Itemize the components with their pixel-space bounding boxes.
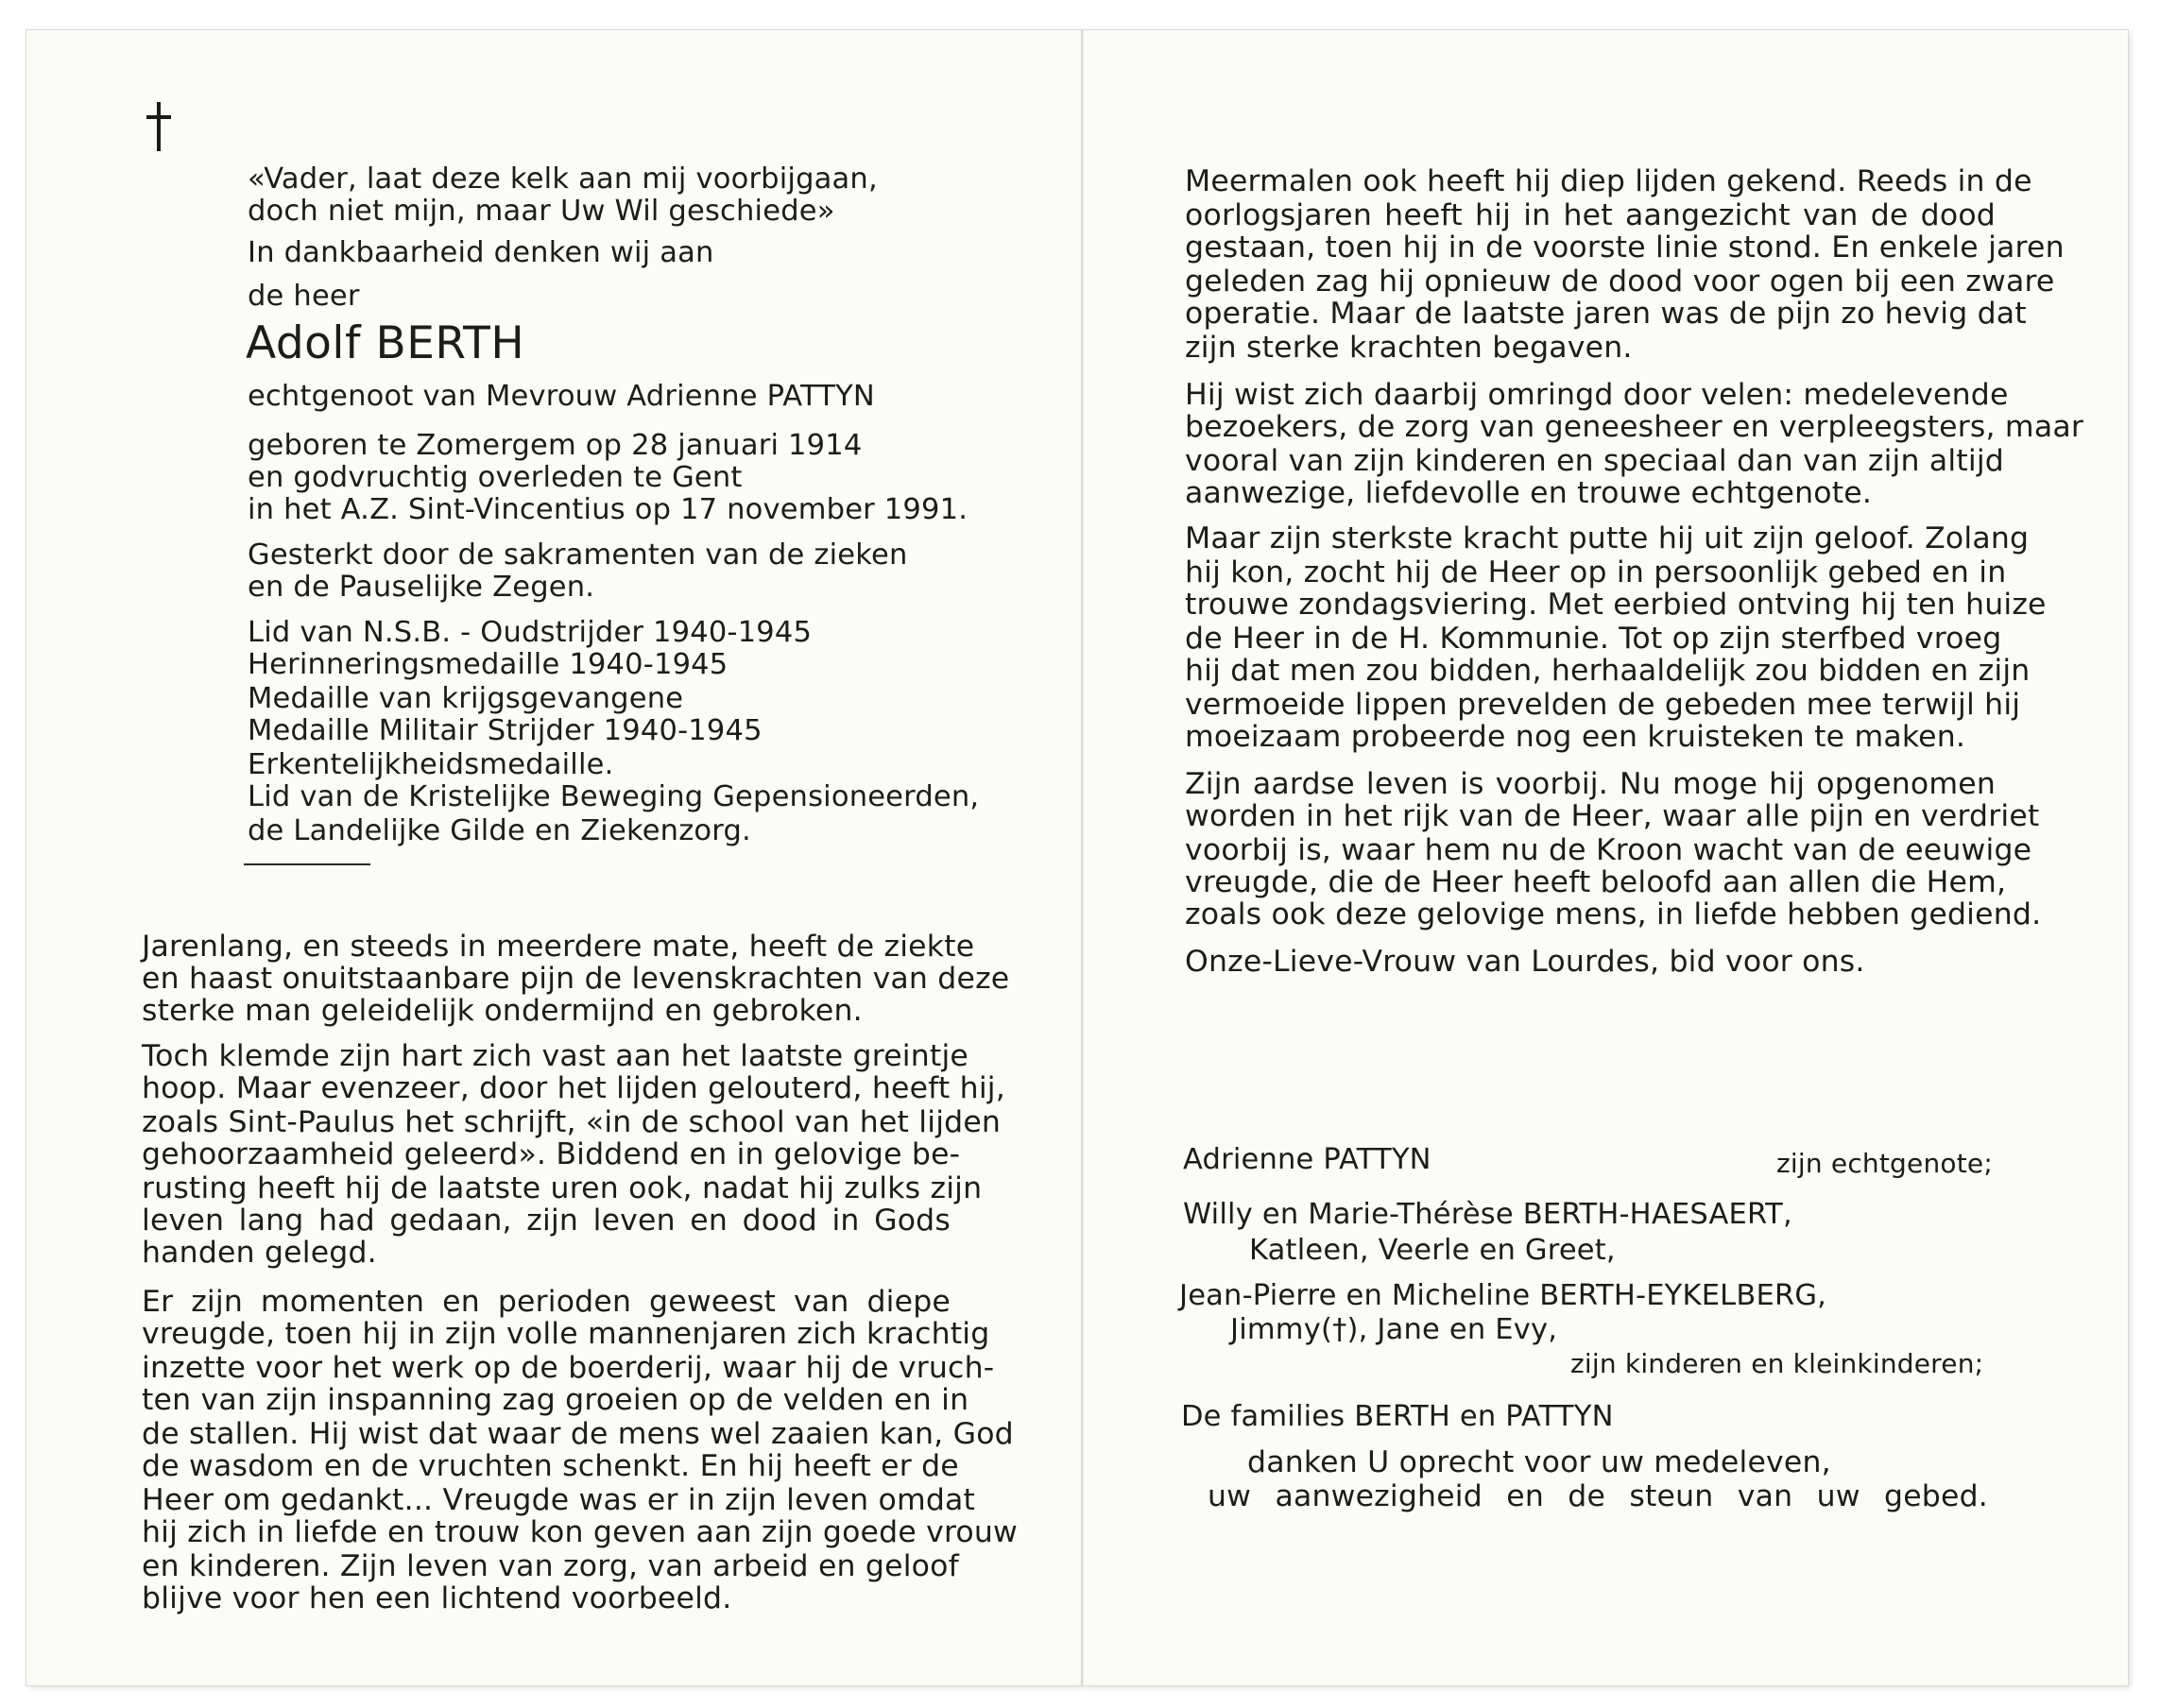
birth-line: geboren te Zomergem op 28 januari 1914 bbox=[248, 429, 863, 462]
body-line: de stallen. Hij wist dat waar de mens wel zaaien kan, God bbox=[142, 1417, 1014, 1451]
body-line: operatie. Maar de laatste jaren was de pijn zo hevig dat bbox=[1185, 297, 2027, 331]
body-line: Er zijn momenten en perioden geweest van diepe bbox=[142, 1285, 951, 1319]
body-line: aanwezige, liefdevolle en trouwe echtgenote. bbox=[1185, 476, 1873, 510]
thanks-line: danken U oprecht voor uw medeleven, bbox=[1247, 1445, 1831, 1479]
grandchildren: Katleen, Veerle en Greet, bbox=[1249, 1234, 1616, 1267]
body-line: Zijn aardse leven is voorbij. Nu moge hij opgenomen bbox=[1185, 767, 1996, 801]
body-line: de wasdom en de vruchten schenkt. En hij heeft er de bbox=[142, 1449, 959, 1483]
sacraments-line: Gesterkt door de sakramenten van de zieken bbox=[248, 538, 908, 572]
body-line: en haast onuitstaanbare pijn de levenskrachten van deze bbox=[142, 962, 1010, 996]
intro-line: de heer bbox=[248, 280, 360, 313]
divider bbox=[244, 863, 370, 865]
body-line: zoals ook deze gelovige mens, in liefde hebben gediend. bbox=[1185, 897, 2042, 931]
honor-line: Medaille Militair Strijder 1940-1945 bbox=[248, 714, 763, 747]
grandchildren: Jimmy(†), Jane en Evy, bbox=[1230, 1313, 1558, 1346]
body-line: handen gelegd. bbox=[142, 1236, 377, 1270]
body-line: Meermalen ook heeft hij diep lijden gekend. Reeds in de bbox=[1185, 164, 2032, 198]
body-line: vreugde, die de Heer heeft beloofd aan allen die Hem, bbox=[1185, 865, 2007, 899]
quote-line: doch niet mijn, maar Uw Wil geschiede» bbox=[248, 195, 835, 228]
body-line: Jarenlang, en steeds in meerdere mate, heeft de ziekte bbox=[142, 930, 975, 964]
body-line: vermoeide lippen prevelden de gebeden mee terwijl hij bbox=[1185, 688, 2021, 722]
quote-line: «Vader, laat deze kelk aan mij voorbijgaan, bbox=[248, 162, 878, 196]
body-line: Maar zijn sterkste kracht putte hij uit zijn geloof. Zolang bbox=[1185, 521, 2030, 555]
body-line: zoals Sint-Paulus het schrijft, «in de school van het lijden bbox=[142, 1105, 1002, 1139]
body-line: blijve voor hen een lichtend voorbeeld. bbox=[142, 1581, 732, 1615]
birth-line: in het A.Z. Sint-Vincentius op 17 november 1991. bbox=[248, 493, 969, 526]
child-family: Jean-Pierre en Micheline BERTH-EYKELBERG, bbox=[1179, 1279, 1827, 1312]
thanks-line: uw aanwezigheid en de steun van uw gebed. bbox=[1208, 1479, 1988, 1513]
body-line: moeizaam probeerde nog een kruisteken te maken. bbox=[1185, 720, 1966, 754]
body-line: ten van zijn inspanning zag groeien op de velden en in bbox=[142, 1383, 969, 1417]
birth-line: en godvruchtig overleden te Gent bbox=[248, 461, 743, 494]
body-line: hij zich in liefde en trouw kon geven aan zijn goede vrouw bbox=[142, 1515, 1019, 1549]
body-line: Hij wist zich daarbij omringd door velen: medelevende bbox=[1185, 378, 2009, 412]
child-family: Willy en Marie-Thérèse BERTH-HAESAERT, bbox=[1183, 1198, 1792, 1231]
body-line: rusting heeft hij de laatste uren ook, nadat hij zulks zijn bbox=[142, 1171, 983, 1205]
honor-line: de Landelijke Gilde en Ziekenzorg. bbox=[248, 814, 751, 847]
spouse-line: echtgenoot van Mevrouw Adrienne PATTYN bbox=[248, 380, 875, 413]
body-line: en kinderen. Zijn leven van zorg, van arbeid en geloof bbox=[142, 1549, 959, 1583]
body-line: hij kon, zocht hij de Heer op in persoonlijk gebed en in bbox=[1185, 555, 2007, 589]
body-line: de Heer in de H. Kommunie. Tot op zijn sterfbed vroeg bbox=[1185, 622, 2002, 656]
body-line: bezoekers, de zorg van geneesheer en verpleegsters, maar bbox=[1185, 410, 2083, 444]
deceased-name: Adolf BERTH bbox=[246, 317, 525, 369]
honor-line: Herinneringsmedaille 1940-1945 bbox=[248, 648, 729, 681]
intro-line: In dankbaarheid denken wij aan bbox=[248, 236, 714, 269]
body-line: geleden zag hij opnieuw de dood voor ogen bij een zware bbox=[1185, 265, 2055, 299]
body-line: trouwe zondagsviering. Met eerbied ontving hij ten huize bbox=[1185, 588, 2047, 622]
body-line: leven lang had gedaan, zijn leven en dood in Gods bbox=[142, 1204, 951, 1238]
honor-line: Lid van de Kristelijke Beweging Gepensioneerden, bbox=[248, 780, 980, 813]
body-line: zijn sterke krachten begaven. bbox=[1185, 331, 1633, 365]
body-line: gestaan, toen hij in de voorste linie stond. En enkele jaren bbox=[1185, 231, 2065, 265]
honor-line: Erkentelijkheidsmedaille. bbox=[248, 748, 614, 781]
card-fold bbox=[1081, 30, 1084, 1685]
body-line: hij dat men zou bidden, herhaaldelijk zou bidden en zijn bbox=[1185, 654, 2031, 688]
body-line: sterke man geleidelijk ondermijnd en gebroken. bbox=[142, 994, 863, 1028]
body-line: worden in het rijk van de Heer, waar alle pijn en verdriet bbox=[1185, 799, 2040, 833]
body-line: gehoorzaamheid geleerd». Biddend en in gelovige be- bbox=[142, 1137, 961, 1171]
children-role: zijn kinderen en kleinkinderen; bbox=[1570, 1348, 1984, 1379]
body-line: voorbij is, waar hem nu de Kroon wacht van de eeuwige bbox=[1185, 833, 2032, 867]
honor-line: Lid van N.S.B. - Oudstrijder 1940-1945 bbox=[248, 616, 813, 649]
body-line: inzette voor het werk op de boerderij, waar hij de vruch- bbox=[142, 1351, 995, 1385]
body-line: vreugde, toen hij in zijn volle mannenjaren zich krachtig bbox=[142, 1317, 990, 1351]
body-line: Toch klemde zijn hart zich vast aan het laatste greintje bbox=[142, 1039, 969, 1073]
body-line: hoop. Maar evenzeer, door het lijden gelouterd, heeft hij, bbox=[142, 1071, 1005, 1105]
honor-line: Medaille van krijgsgevangene bbox=[248, 682, 684, 715]
prayer-line: Onze-Lieve-Vrouw van Lourdes, bid voor ons. bbox=[1185, 945, 1865, 979]
body-line: vooral van zijn kinderen en speciaal dan van zijn altijd bbox=[1185, 444, 2004, 478]
spouse-role: zijn echtgenote; bbox=[1776, 1148, 1993, 1179]
cross-icon bbox=[146, 102, 171, 151]
body-line: oorlogsjaren heeft hij in het aangezicht van de dood bbox=[1185, 198, 1996, 232]
spouse-name: Adrienne PATTYN bbox=[1183, 1143, 1431, 1176]
sacraments-line: en de Pauselijke Zegen. bbox=[248, 571, 595, 604]
body-line: Heer om gedankt... Vreugde was er in zijn leven omdat bbox=[142, 1483, 976, 1517]
families-line: De families BERTH en PATTYN bbox=[1181, 1400, 1614, 1433]
